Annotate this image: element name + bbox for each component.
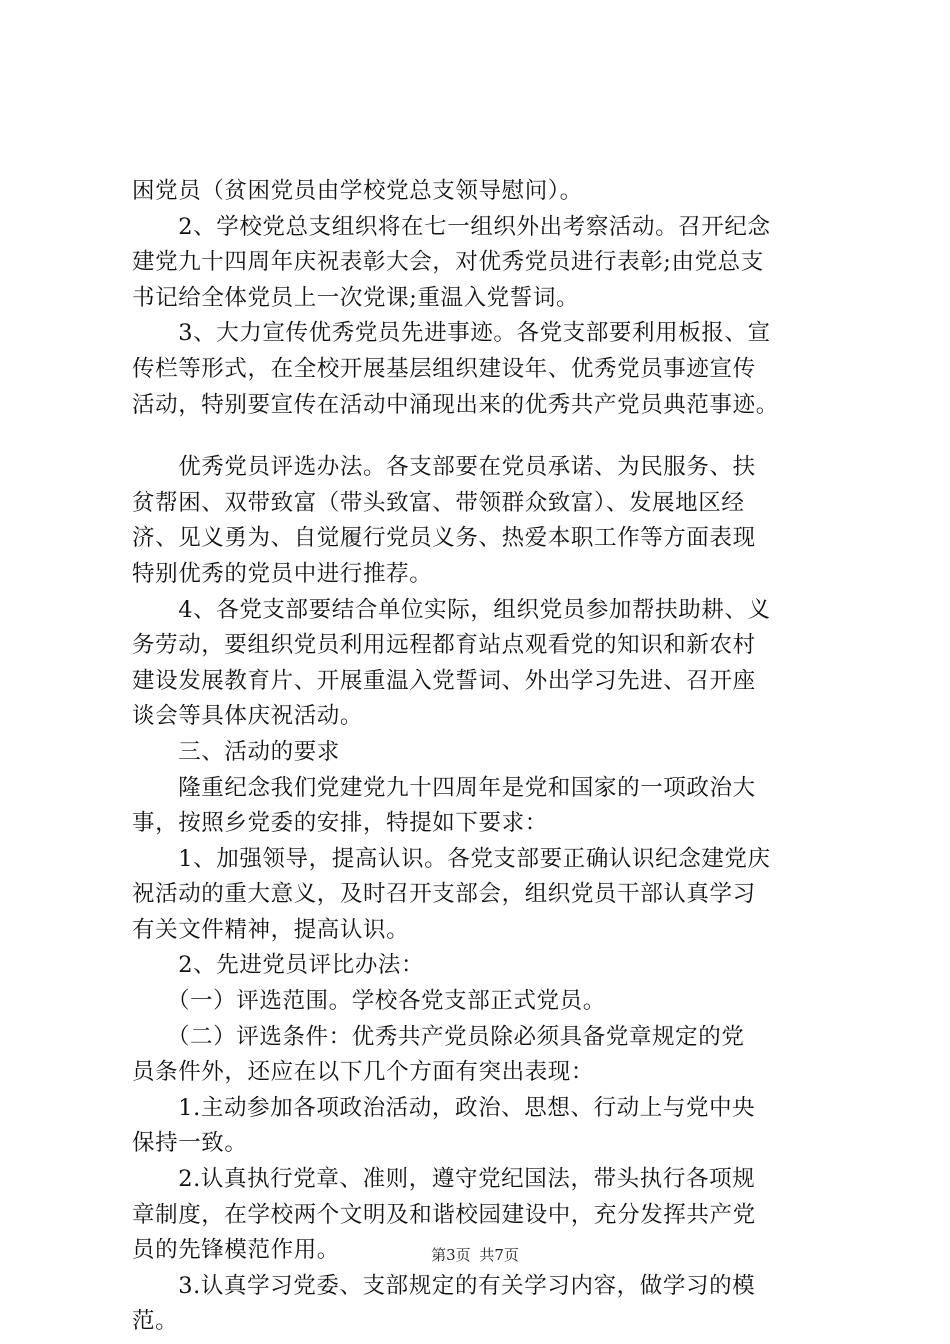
- text-line: 活动，特别要宣传在活动中涌现出来的优秀共产党员典范事迹。: [132, 391, 779, 418]
- text-line: 贫帮困、双带致富（带头致富、带领群众致富）、发展地区经: [132, 489, 745, 516]
- text-line: 2.认真执行党章、准则，遵守党纪国法，带头执行各项规: [132, 1166, 756, 1193]
- text-line: 章制度，在学校两个文明及和谐校园建设中，充分发挥共产党: [132, 1201, 756, 1228]
- text-line: 2、先进党员评比办法：: [132, 952, 425, 979]
- text-line: 特别优秀的党员中进行推荐。: [132, 560, 433, 587]
- text-line: 优秀党员评选办法。各支部要在党员承诺、为民服务、扶: [132, 454, 756, 481]
- page-footer: [0, 1244, 950, 1265]
- text-line: 3、大力宣传优秀党员先进事迹。各党支部要利用板报、宣: [132, 320, 771, 347]
- text-line: 祝活动的重大意义，及时召开支部会，组织党员干部认真学习: [132, 881, 756, 908]
- text-line: 务劳动，要组织党员利用远程都育站点观看党的知识和新农村: [132, 632, 756, 659]
- text-line: 2、学校党总支组织将在七一组织外出考察活动。召开纪念: [132, 213, 771, 240]
- page-number: 第3页: [431, 1246, 471, 1264]
- text-line: 事，按照乡党委的安排，特提如下要求：: [132, 810, 548, 837]
- text-line: 1.主动参加各项政治活动，政治、思想、行动上与党中央: [132, 1094, 756, 1121]
- document-body: [132, 174, 832, 1340]
- section-heading: 三、活动的要求: [132, 738, 340, 765]
- text-line: 1、加强领导，提高认识。各党支部要正确认识纪念建党庆: [132, 845, 771, 872]
- text-line: 谈会等具体庆祝活动。: [132, 703, 364, 730]
- text-line: 范。: [132, 1308, 179, 1335]
- text-line: 员条件外，还应在以下几个方面有突出表现：: [132, 1059, 595, 1086]
- text-line: 4、各党支部要结合单位实际，组织党员参加帮扶助耕、义: [132, 596, 771, 623]
- text-line: 3.认真学习党委、支部规定的有关学习内容，做学习的模: [132, 1272, 756, 1299]
- paragraph-gap: [132, 423, 832, 450]
- text-line: 保持一致。: [132, 1130, 248, 1157]
- text-line: 书记给全体党员上一次党课;重温入党誓词。: [132, 284, 580, 311]
- text-line: 济、见义勇为、自觉履行党员义务、热爱本职工作等方面表现: [132, 525, 756, 552]
- text-line: 隆重纪念我们党建党九十四周年是党和国家的一项政治大: [132, 774, 756, 801]
- text-line: 困党员（贫困党员由学校党总支领导慰问）。: [132, 178, 583, 204]
- total-pages: 共7页: [479, 1246, 519, 1264]
- text-line: （二）评选条件：优秀共产党员除必须具备党章规定的党: [132, 1023, 745, 1050]
- text-line: 建设发展教育片、开展重温入党誓词、外出学习先进、召开座: [132, 667, 756, 694]
- text-line: 有关文件精神，提高认识。: [132, 916, 410, 943]
- text-line: 员的先锋模范作用。: [132, 1237, 340, 1264]
- text-line: 传栏等形式，在全校开展基层组织建设年、优秀党员事迹宣传: [132, 355, 756, 382]
- text-line: （一）评选范围。学校各党支部正式党员。: [132, 988, 606, 1015]
- text-line: 建党九十四周年庆祝表彰大会，对优秀党员进行表彰;由党总支: [132, 249, 764, 276]
